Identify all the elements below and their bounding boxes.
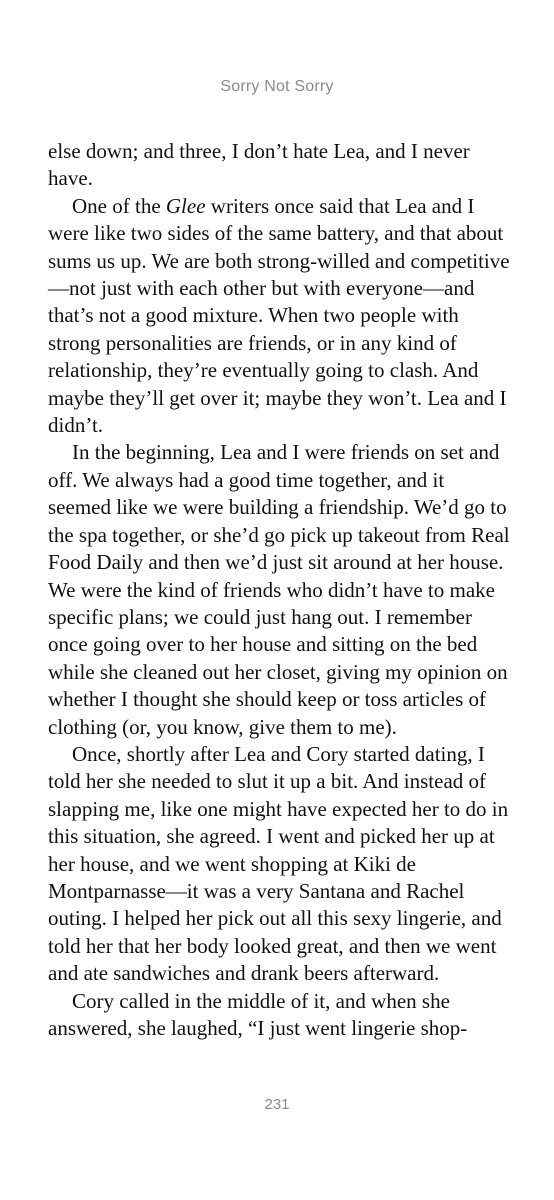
text-run: One of the: [72, 193, 166, 218]
book-header-title: Sorry Not Sorry: [220, 78, 334, 95]
page-number: 231: [264, 1096, 290, 1113]
paragraph: Once, shortly after Lea and Cory started dating, I told her she needed to slut it up a bit. And instead of slapping me, like one might have expected her to do in this situation, she agreed. I went and picked her up at her house, and we went shopping at Kiki de Montparnasse—it was a very Santana and Rachel outing. I helped her pick out all this sexy lingerie, and told her that her body looked great, and then we went and ate sandwiches and drank beers afterward.: [48, 741, 509, 986]
italic-title: Glee: [165, 193, 206, 218]
paragraph: In the beginning, Lea and I were friends on set and off. We always had a good time together, and it seemed like we were building a friendship. We’d go to the spa together, or she’d go pick up takeout from Real Food Daily and then we’d just sit around at her house. We were the kind of friends who didn’t have to make specific plans; we could just hang out. I remember once going over to her house and sitting on the bed while she cleaned out her closet, giving my opinion on whether I thought she should keep or toss articles of clothing (or, you know, give them to me).: [48, 440, 510, 739]
paragraph: [48, 193, 510, 440]
page-text: [48, 138, 510, 1042]
paragraph: else down; and three, I don’t hate Lea, and I never have.: [48, 139, 470, 191]
text-run: writers once said that Lea and I were like two sides of the same battery, and that about sums us up. We are both strong-willed and competitive—not just with each other but with everyone—and that’s not a good mixture. When two people with strong personalities are friends, or in any kind of relationship, they’re eventually going to clash. And maybe they’ll get over it; maybe they won’t. Lea and I didn’t.: [48, 193, 510, 438]
paragraph: Cory called in the middle of it, and when she answered, she laughed, “I just went lingerie shop-: [48, 988, 468, 1040]
